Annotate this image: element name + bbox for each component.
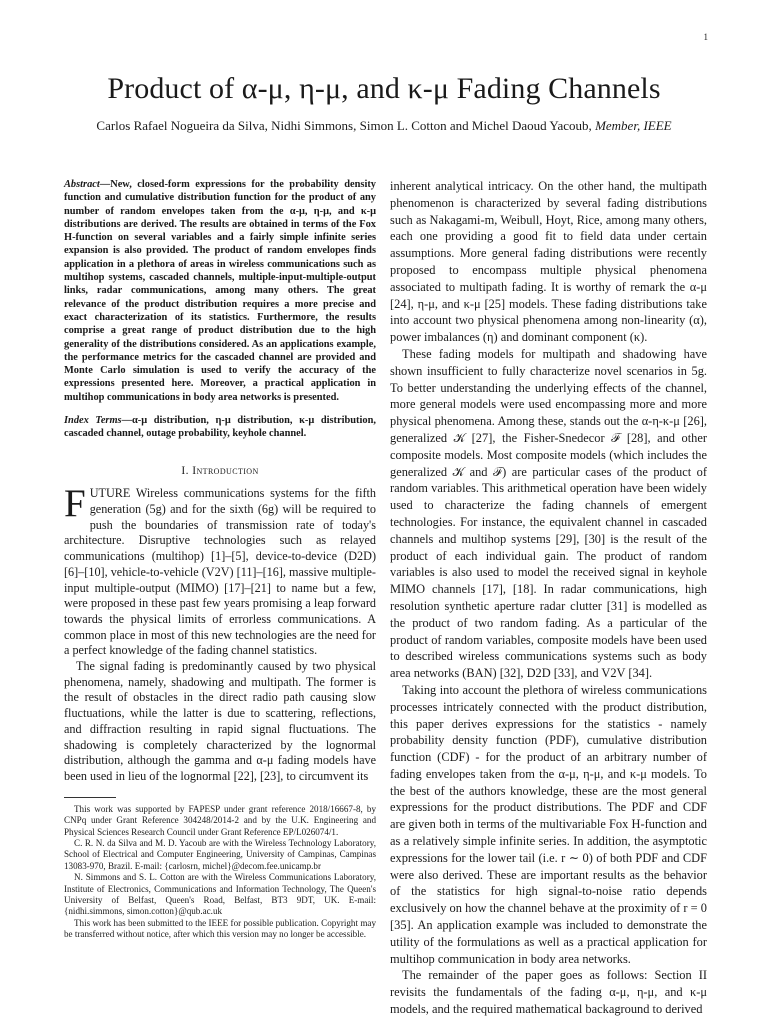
- index-terms: [64, 414, 376, 441]
- footnotes: [64, 804, 376, 941]
- right-paragraph-2: These fading models for multipath and shadowing have shown insufficient to fully characterize novel scenarios in 5g. To better understanding the underlying effects of the channel, more general models were used encompassing more and more physical phenomena. Among these, stands out the α-η-κ-μ [26], generalized 𝒦 [27], the Fisher-Snedecor ℱ [28], and other composite models. Most composite models (which includes the generalized 𝒦 and ℱ) are particular cases of the product of random variables. This arithmetical operation have been widely used to characterize the fading channels of emergent technologies. For instance, the equivalent channel in cascaded channels and multihop systems [29], [30] is the result of the product of each individual gain. The product of random variables is also used to model the received signal in keyhole MIMO channels [17], [18]. In radar communications, high resolution synthetic aperture radar clutter [31] is modelled as the product of two random fading. As a particular of the product of random variables, composite models have been used to described wireless communications systems such as body area networks (BAN) [32], D2D [33], and V2V [34].: [390, 346, 707, 681]
- section-title-text: Introduction: [192, 463, 259, 477]
- intro-paragraph-2: The signal fading is predominantly caused by two physical phenomena, namely, shadowing and multipath. The former is the result of obstacles in the direct radio path causing slow fluctuations, while the latter is due to scattering, reflections, and diffraction resulting in rapid signal fluctuations. The shadowing is completely characterized by the lognormal distribution, although the gamma and α-μ fading models have been used in lieu of the lognormal [22], [23], to circumvent its: [64, 659, 376, 783]
- left-column: [64, 178, 376, 941]
- index-terms-text: —α-μ distribution, η-μ distribution, κ-μ distribution, cascaded channel, outage probability, keyhole channel.: [64, 415, 376, 440]
- index-terms-label: Index Terms: [64, 415, 122, 427]
- authors-names: Carlos Rafael Nogueira da Silva, Nidhi Simmons, Simon L. Cotton and Michel Daoud Yacoub,: [96, 118, 592, 133]
- right-paragraph-4: The remainder of the paper goes as follows: Section II revisits the fundamentals of the fading α-μ, η-μ, and κ-μ models, and the required mathematical backaground to derived: [390, 968, 707, 1017]
- section-number: I.: [181, 463, 189, 477]
- right-column: [390, 178, 707, 1018]
- abstract-label: Abstract: [64, 179, 100, 190]
- right-paragraph-1: inherent analytical intricacy. On the other hand, the multipath phenomenon is characterized by several fading distributions such as Nakagami-m, Weibull, Hoyt, Rice, among many others, each one providing a good fit to field data under certain assumptions. More general fading distributions were recently proposed to encompass multiple physical phenomena associated to multipath fading. It is worthy of remark the α-μ [24], η-μ, and κ-μ [25] models. These fading distributions take into account two physical phenomena among non-linearity (α), power imbalances (η) and dominant component (κ).: [390, 179, 707, 345]
- section-heading-introduction: [64, 463, 376, 479]
- paper-title: Product of α-μ, η-μ, and κ-μ Fading Channels: [107, 72, 661, 105]
- first-word-rest: UTURE: [89, 486, 131, 501]
- page-number: 1: [703, 32, 708, 42]
- right-paragraph-3: Taking into account the plethora of wireless communications processes intricately connected with the product distribution, this paper derives expressions for the statistics - namely probability density function (PDF), cumulative distribution function (CDF) - for the product of an arbitrary number of fading envelopes taken from the α-μ, η-μ, and κ-μ models. To the best of the authors knowledge, these are the most general expressions for the product distributions. The PDF and CDF are given both in terms of the multivariable Fox H-function and as a relatively simple infinite series. In addition, the asymptotic expressions for the lower tail (i.e. r ∼ 0) of both PDF and CDF were also derived. These are important results as the behavior of the statistics for high signal-to-noise ratio depends exclusively on how the channel behave at the proximity of r = 0 [35]. An application example was included to demonstrate the utility of the formulations as well as a practical application for multihop communication in body area networks.: [390, 682, 707, 966]
- abstract: [64, 178, 376, 404]
- intro-p1-text: Wireless communications systems for the fifth generation (5g) and for the sixth (6g) will be required to push the boundaries of transmission rate of today's architecture. Disruptive technologies such as relayed communications (multihop) [1]–[5], device-to-device (D2D) [6]–[10], vehicle-to-vehicle (V2V) [11]–[16], massive multiple-input multiple-output (MIMO) [17]–[21] to name but a few, were proposed in these past few years promising a leap forward towards the physical limits of errorless communications. A common place in most of this new technologies are the need for a perfect knowledge of the fading channel statistics.: [64, 486, 376, 658]
- intro-paragraph-1: [64, 482, 376, 659]
- footnote-affiliation-unicamp: C. R. N. da Silva and M. D. Yacoub are with the Wireless Technology Laboratory, School of Electrical and Computer Engineering, University of Campinas, Campinas 13083-970, Brazil. E-mail: {carlosrn, michel}@decom.fee.unicamp.br: [64, 837, 376, 871]
- footnote-divider: [64, 797, 116, 798]
- footnote-affiliation-qub: N. Simmons and S. L. Cotton are with the Wireless Communications Laboratory, Institute of Electronics, Communications and Information Technology, The Queen's University of Belfast, Queen's Road, Belfast, BT3 9DT, UK. E-mail: {nidhi.simmons, simon.cotton}@qub.ac.uk: [64, 872, 376, 917]
- author-list: [0, 117, 768, 135]
- footnote-funding: This work was supported by FAPESP under grant reference 2018/16667-8, by CNPq under Grant Reference 304248/2014-2 and by the U.K. Engineering and Physical Sciences Research Council under Grant Reference EP/L026074/1.: [64, 803, 376, 837]
- authors-membership: Member, IEEE: [595, 118, 672, 133]
- abstract-text: —New, closed-form expressions for the probability density function and cumulative distribution function for the product of any number of random envelopes taken from the α-μ, η-μ, and κ-μ distributions are derived. The results are obtained in terms of the Fox H-function on several variables and a fairly simple infinite series expansion is also provided. The product of random envelopes finds application in a plethora of areas in wireless communications such as multihop systems, cascaded channels, multiple-input-multiple-output links, radar communications, among many others. The great relevance of the product distribution requires a more precise and exact characterization of its statistics. Furthermore, the results comprise a great range of product distribution due to the high generality of the distributions considered. As an applications example, the performance metrics for the cascaded channel are provided and Monte Carlo simulation is used to verify the accuracy of the expressions presented here. Moreover, a practical application in multihop communications in body area networks is presented.: [64, 179, 376, 403]
- drop-cap: F: [64, 482, 86, 526]
- footnote-copyright: This work has been submitted to the IEEE for possible publication. Copyright may be transferred without notice, after which this version may no longer be accessible.: [64, 917, 376, 940]
